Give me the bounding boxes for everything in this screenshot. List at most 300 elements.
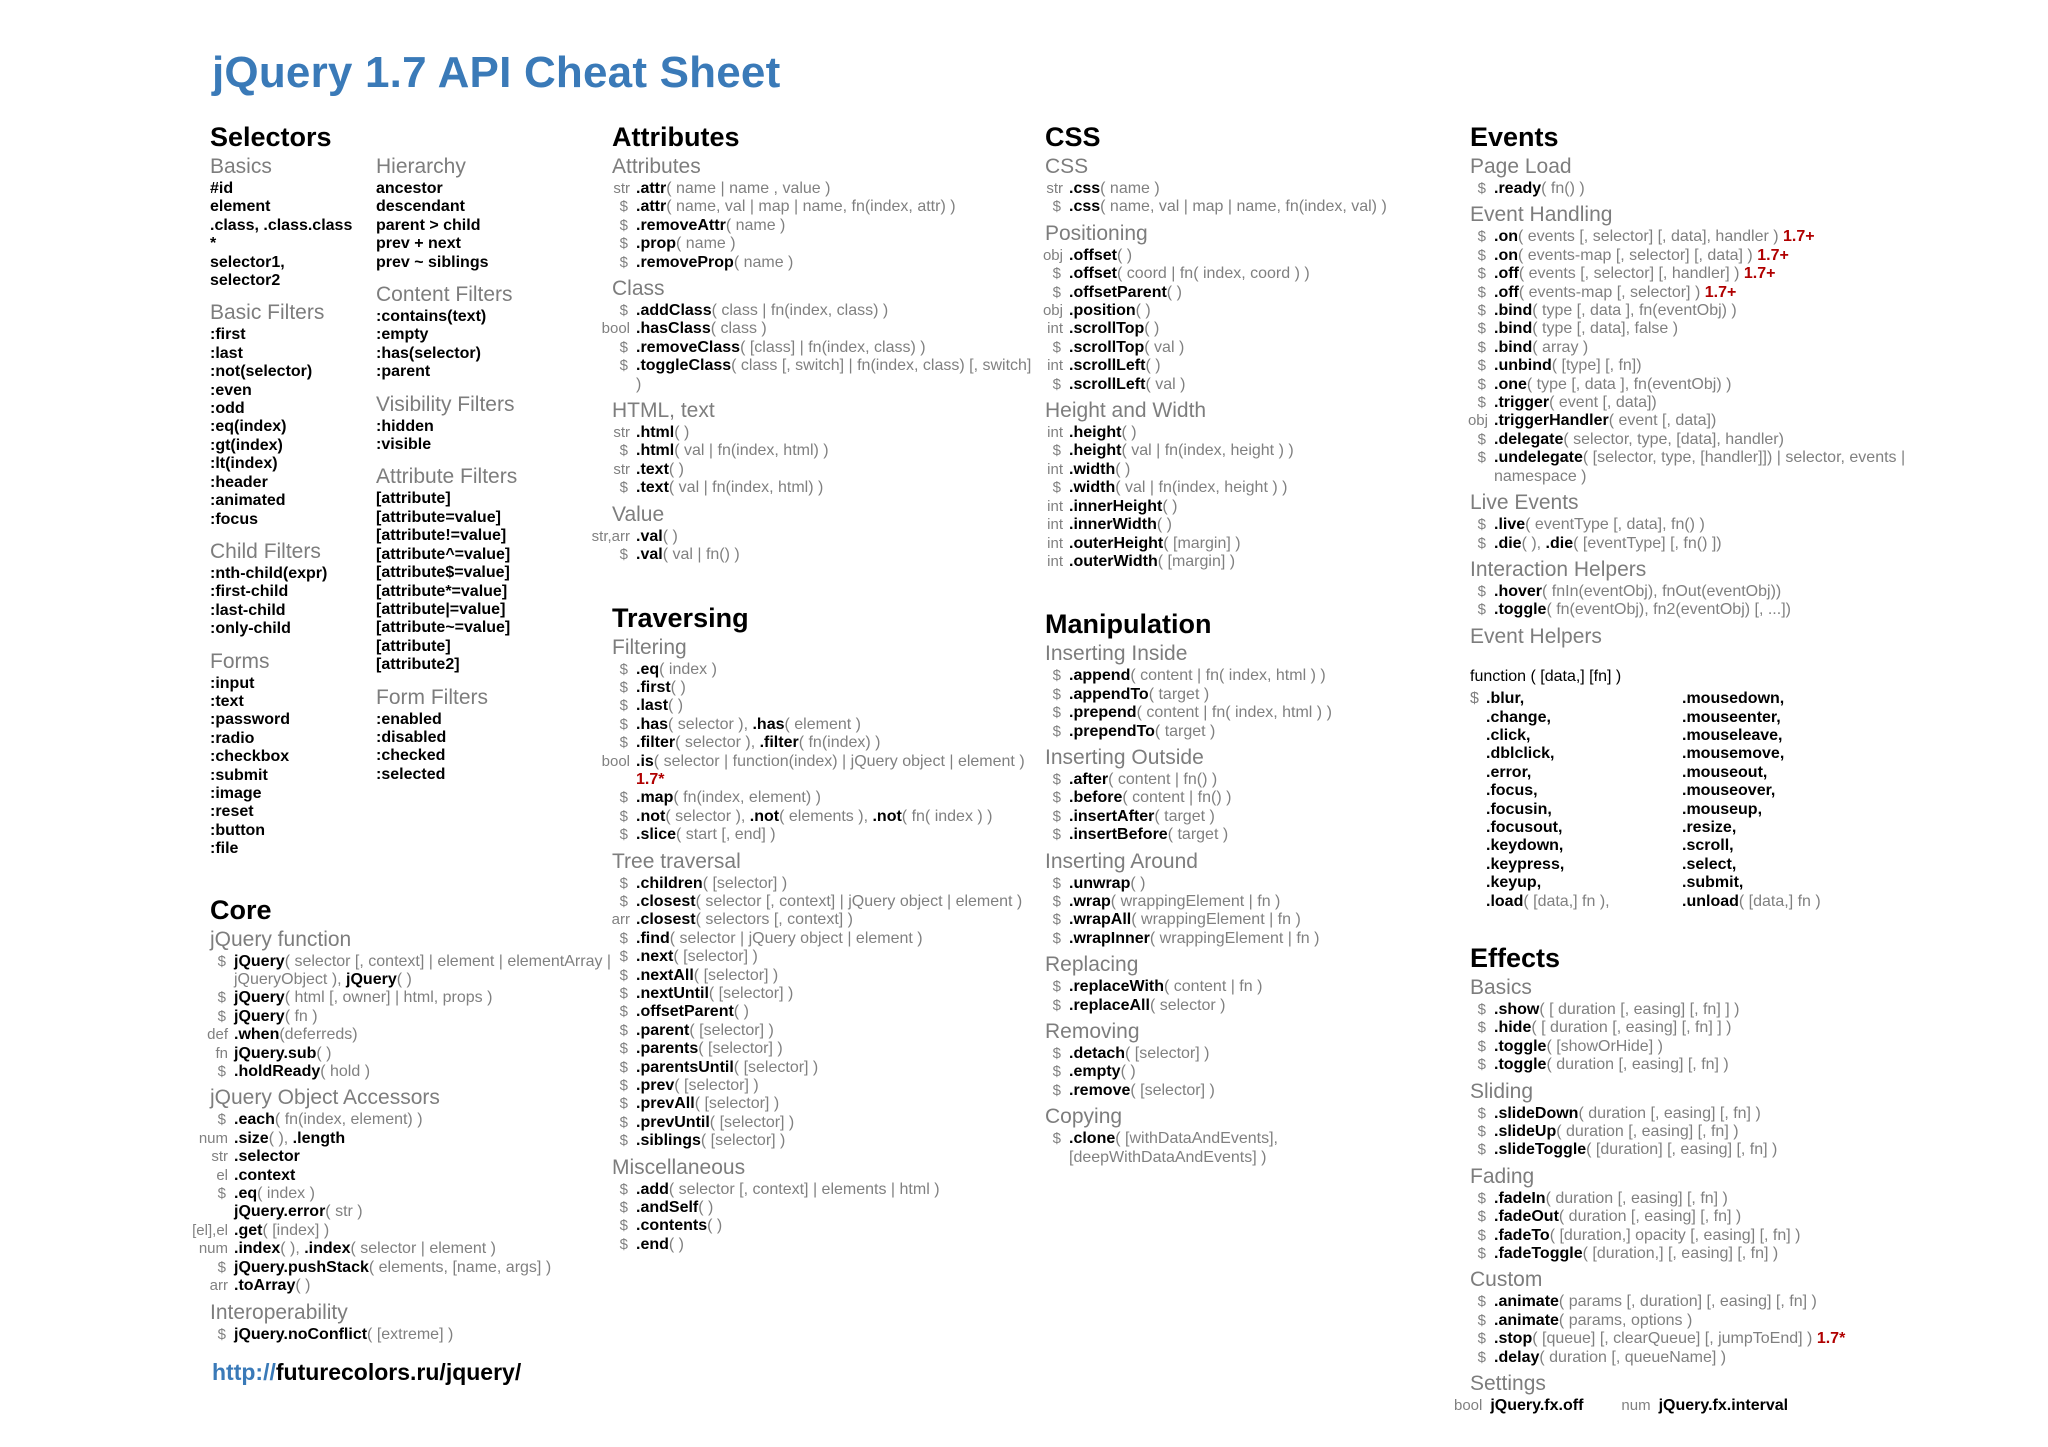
method-args: ( coord | fn( index, coord ) ) (1117, 265, 1310, 283)
return-type: $ (1052, 892, 1061, 910)
event-helper-name: .focusin, (1486, 800, 1552, 818)
selector-item: :first (210, 326, 246, 344)
api-row (1052, 338, 1465, 357)
selector-group-title: Visibility Filters (376, 392, 515, 416)
method-args: ( [ duration [, easing] [, fn] ] ) (1539, 1001, 1740, 1018)
return-type: $ (619, 1180, 628, 1198)
method-name: .detach (1069, 1045, 1126, 1062)
api-row (1052, 1045, 1465, 1063)
method-name: .parentsUntil (636, 1058, 734, 1076)
return-type: $ (1477, 1104, 1486, 1122)
method-args: ( [class] | fn(index, class) ) (740, 338, 926, 356)
method-name: .last (636, 697, 669, 715)
version-tag: 1.7+ (1757, 246, 1789, 264)
method-name: jQuery.noConflict (234, 1325, 368, 1343)
api-row (619, 216, 1032, 235)
api-row (1477, 1037, 1940, 1056)
api-row (1477, 1123, 1940, 1141)
method-args: ( duration [, easing] [, fn] ) (1558, 1208, 1742, 1226)
api-row (619, 874, 1032, 893)
return-type: obj (1042, 302, 1063, 320)
api-row (1477, 516, 1940, 534)
return-type: $ (1477, 1226, 1486, 1244)
method-args: ( duration [, queueName] ) (1539, 1348, 1727, 1366)
api-row (619, 1132, 1032, 1150)
api-row (1047, 460, 1465, 479)
method-args: ( ) (1130, 874, 1146, 892)
event-helper (1666, 690, 1862, 708)
method-name: .on (1494, 246, 1518, 264)
group-rows (1470, 1293, 1940, 1367)
method-args: ( ) (707, 1217, 723, 1235)
method-name: .first (636, 678, 671, 696)
settings-title: Settings (1470, 1372, 1546, 1396)
method-name: .on (1494, 228, 1518, 246)
group-title: Sliding (1470, 1079, 1534, 1103)
method-name: .map (636, 789, 674, 807)
return-type: $ (1477, 1245, 1486, 1263)
api-row (1477, 1348, 1940, 1367)
return-type: def (207, 1026, 228, 1044)
return-type: int (1047, 320, 1063, 338)
event-helper-name: .focus, (1486, 782, 1538, 800)
api-row (1477, 180, 1940, 198)
event-helper (1666, 709, 1862, 727)
method-name: .removeClass (636, 338, 741, 356)
method-name: .eq (636, 660, 660, 678)
api-row (1467, 412, 1940, 430)
event-helper (1666, 764, 1862, 782)
method-name: jQuery (341, 971, 397, 988)
method-args: ( ) (1145, 357, 1161, 375)
selector-list (210, 565, 376, 639)
method-args: ( selector ), (668, 715, 749, 733)
method-args: ( [selector] ) (702, 874, 788, 892)
method-args: ( content | fn() ) (1122, 789, 1232, 807)
selector-item: :disabled (376, 728, 447, 746)
return-type: $ (1477, 1019, 1486, 1037)
api-row (613, 460, 1032, 479)
css-column (1042, 120, 1465, 1167)
method-name: .nextUntil (636, 985, 709, 1002)
return-type: $ (1052, 911, 1061, 929)
selectors-column (192, 120, 620, 1344)
method-name: .is (636, 752, 654, 770)
api-row (619, 789, 1032, 807)
method-name: .ready (1494, 180, 1542, 197)
api-row (1477, 338, 1940, 357)
method-name: .height (1069, 442, 1122, 460)
method-name: .not (868, 807, 902, 825)
return-type: $ (1052, 978, 1061, 996)
method-name: .prevUntil (636, 1113, 710, 1131)
return-type: $ (619, 357, 628, 375)
selector-item: selector1, (210, 253, 285, 271)
method-args: (deferreds) (279, 1026, 358, 1044)
api-row (1042, 302, 1465, 320)
api-row (619, 235, 1032, 253)
event-helper (1470, 801, 1666, 819)
method-args: ( selector, type, [data], handler) (1563, 430, 1784, 448)
return-type: int (1047, 516, 1063, 534)
method-args: ( val ) (1144, 338, 1185, 356)
api-row (613, 424, 1032, 442)
method-args: ( [selector] ) (694, 1095, 780, 1113)
group-title: Page Load (1470, 155, 1572, 178)
method-name: .wrapInner (1069, 929, 1150, 947)
event-helpers-left (1470, 690, 1666, 911)
return-type: $ (1470, 690, 1479, 708)
api-row (1477, 1293, 1940, 1311)
api-row (1052, 892, 1465, 911)
return-type: $ (1052, 667, 1061, 685)
return-type: $ (1477, 228, 1486, 246)
return-type: $ (619, 1040, 628, 1058)
method-name: .find (636, 929, 670, 947)
group-title: Positioning (1045, 221, 1148, 245)
api-row (1477, 534, 1940, 553)
group-title: CSS (1045, 155, 1089, 178)
method-name: .toggle (1494, 1037, 1547, 1055)
return-type: $ (1477, 394, 1486, 412)
return-type: $ (1477, 601, 1486, 619)
api-row (619, 948, 1032, 966)
method-name: .children (636, 874, 703, 892)
method-args: ( ) (698, 1199, 714, 1217)
group-title: Inserting Around (1045, 849, 1198, 873)
return-type: $ (1477, 1311, 1486, 1329)
selector-list (210, 326, 376, 528)
event-helper (1666, 893, 1862, 911)
api-section (192, 927, 620, 1344)
method-args: ( ), (268, 1129, 289, 1147)
api-row (1052, 375, 1465, 394)
event-helper-name: .mouseout, (1682, 763, 1768, 781)
api-row (207, 1026, 620, 1044)
api-section (1467, 154, 1940, 620)
effects-section-title: Effects (1470, 943, 1561, 973)
event-helper (1666, 782, 1862, 800)
group-rows (1045, 667, 1465, 741)
event-helper (1470, 764, 1666, 782)
api-row (1047, 357, 1465, 375)
selector-group-title: Content Filters (376, 283, 513, 307)
api-row (1477, 228, 1940, 246)
api-row (1052, 978, 1465, 996)
group-rows (612, 875, 1032, 1151)
method-args: ( eventType [, data], fn() ) (1525, 516, 1705, 534)
selector-group (210, 649, 376, 859)
selector-item: :last-child (210, 601, 286, 619)
event-helper-name: .mousedown, (1682, 690, 1785, 708)
method-args: ( name | name , value ) (666, 180, 831, 197)
event-helper (1666, 837, 1862, 855)
method-args: ( events-map [, selector] ) (1518, 283, 1701, 301)
selector-item: ancestor (376, 180, 443, 197)
return-type: $ (619, 1217, 628, 1235)
method-name: .index (299, 1240, 351, 1258)
api-row (1047, 497, 1465, 516)
method-args: ( elements ), (779, 807, 869, 825)
method-args: ( [duration] [, easing] [, fn] ) (1586, 1141, 1778, 1159)
method-name: .not (636, 807, 666, 825)
method-args: ( type [, data ], fn(eventObj) ) (1526, 375, 1732, 393)
event-helper-name: .mouseover, (1682, 782, 1776, 800)
return-type: int (1047, 460, 1063, 478)
method-args: ( fn(index) ) (798, 734, 881, 752)
api-row (1052, 807, 1465, 826)
method-args: ( [selector] ) (673, 948, 758, 966)
version-tag: 1.7+ (1704, 283, 1737, 301)
method-name: .add (636, 1180, 669, 1198)
method-name: .toggle (1494, 601, 1547, 619)
method-args: ( ) (1144, 320, 1160, 338)
method-args: ( selector | function(index) | jQuery object | element ) (653, 752, 1025, 770)
method-args: ( [extreme] ) (367, 1325, 454, 1343)
method-name: .toArray (234, 1277, 296, 1295)
method-name: .eq (234, 1185, 258, 1203)
return-type: $ (1477, 1293, 1486, 1311)
return-type: $ (1477, 246, 1486, 264)
selector-item: :header (210, 473, 268, 491)
method-args: ( target ) (1167, 826, 1229, 844)
api-row (619, 929, 1032, 948)
return-type: $ (619, 198, 628, 216)
return-type: $ (1477, 516, 1486, 534)
return-type: obj (1467, 412, 1488, 430)
method-args: ( [margin] ) (1157, 552, 1236, 570)
method-name: .unwrap (1069, 874, 1131, 892)
method-name: .html (636, 424, 675, 442)
api-row (1052, 929, 1465, 948)
method-name: .offset (1069, 265, 1117, 283)
method-name: .each (234, 1111, 275, 1129)
return-type: $ (1477, 1037, 1486, 1055)
method-name: .fadeIn (1494, 1189, 1546, 1207)
api-row (619, 1180, 1032, 1199)
selector-item: parent > child (376, 216, 481, 234)
method-name: .fadeToggle (1494, 1245, 1583, 1263)
return-type: $ (619, 1058, 628, 1076)
method-name: .bind (1494, 302, 1533, 320)
selector-item: descendant (376, 198, 465, 216)
selector-item: :focus (210, 510, 258, 528)
method-args: ( [selector] ) (733, 1058, 819, 1076)
method-args: ( wrappingElement | fn ) (1110, 892, 1281, 910)
return-type: $ (1052, 442, 1061, 460)
method-name: .appendTo (1069, 685, 1149, 703)
selector-item: prev + next (376, 235, 461, 253)
return-type: $ (1477, 1123, 1486, 1141)
selector-group (376, 282, 606, 382)
selector-list (376, 308, 606, 382)
method-name: .length (288, 1129, 346, 1147)
return-type: $ (619, 1199, 628, 1217)
selector-item: :enabled (376, 710, 442, 728)
method-args: ( duration [, easing] [, fn] ) (1556, 1123, 1739, 1141)
return-type: bool (601, 752, 630, 770)
method-name: .scrollTop (1069, 338, 1145, 356)
api-row (1047, 516, 1465, 534)
method-args: ( selector [, context] | element | elementArray | jQueryObject ), (234, 952, 612, 988)
selector-group-title: Child Filters (210, 539, 321, 563)
footer-link-protocol: http:// (212, 1359, 276, 1385)
selector-item: [attribute$=value] (376, 564, 510, 582)
group-rows (1045, 1130, 1465, 1167)
event-helper (1470, 837, 1666, 855)
api-row (217, 1258, 620, 1277)
method-args: ( [eventType] [, fn() ]) (1573, 534, 1722, 552)
method-args: ( target ) (1148, 685, 1210, 703)
selector-group-title: Hierarchy (376, 155, 466, 178)
return-type: $ (1052, 265, 1061, 283)
method-name: .replaceAll (1069, 996, 1150, 1014)
api-row (217, 1007, 620, 1026)
api-row (1047, 552, 1465, 571)
api-row (619, 1235, 1032, 1254)
return-type: $ (1052, 375, 1061, 393)
group-rows (1470, 1190, 1940, 1264)
return-type: $ (1052, 283, 1061, 301)
api-row (619, 1040, 1032, 1058)
group-title: Miscellaneous (612, 1155, 746, 1179)
method-name: .offset (1069, 246, 1117, 264)
footer-link[interactable] (212, 1359, 521, 1386)
api-row (619, 1003, 1032, 1021)
method-name: .off (1494, 265, 1519, 283)
method-name: .animate (1494, 1311, 1559, 1329)
api-row (619, 442, 1032, 460)
api-row (1477, 582, 1940, 601)
method-name: jQuery.sub (234, 1044, 317, 1062)
selector-item: :parent (376, 363, 431, 381)
return-type: $ (619, 1003, 628, 1021)
api-row (234, 1203, 620, 1221)
group-rows (1470, 180, 1940, 198)
return-type: $ (619, 1095, 628, 1113)
footer-link-host: futurecolors.ru/jquery/ (275, 1359, 522, 1385)
return-type: $ (1477, 1330, 1486, 1348)
method-args: ( [selector] ) (689, 1021, 774, 1039)
method-args: ( [selector] ) (693, 966, 779, 984)
method-name: .append (1069, 667, 1131, 685)
return-type: $ (619, 929, 628, 947)
group-title: Replacing (1045, 953, 1139, 977)
method-args: ( ) (668, 1235, 684, 1253)
method-args: ( [ duration [, easing] [, fn] ] ) (1531, 1019, 1732, 1037)
method-name: .siblings (636, 1132, 701, 1150)
group-rows (207, 952, 620, 1082)
return-type: $ (619, 253, 628, 271)
method-args: ( val | fn(index, height ) ) (1115, 479, 1288, 497)
method-args: ( name ) (733, 253, 794, 271)
method-args: ( ) (1120, 1063, 1136, 1081)
api-row (1052, 667, 1465, 685)
method-name: .off (1494, 283, 1519, 301)
api-row (1477, 1189, 1940, 1208)
method-name: .hasClass (636, 320, 711, 338)
group-title: Event Handling (1470, 203, 1613, 227)
return-type: $ (1052, 1063, 1061, 1081)
api-row (1477, 1330, 1940, 1348)
method-args: ( fn ) (284, 1007, 318, 1025)
method-args: ( [queue] [, clearQueue] [, jumpToEnd] ) (1532, 1330, 1813, 1348)
event-helper-name: .resize, (1682, 818, 1737, 836)
api-row (1052, 265, 1465, 283)
api-row (619, 253, 1032, 272)
method-name: .scrollTop (1069, 320, 1145, 338)
setting-item (1621, 1397, 1788, 1415)
return-type: $ (217, 1111, 226, 1129)
method-args: ( fn(eventObj), fn2(eventObj) [, ...]) (1546, 601, 1791, 619)
method-args: ( [selector, type, [handler]]) | selector, events | namespace ) (1494, 449, 1906, 485)
selector-item: [attribute!=value] (376, 527, 507, 545)
method-name: .selector (234, 1148, 300, 1166)
method-name: .has (748, 715, 785, 733)
api-row (619, 1077, 1032, 1095)
return-type: obj (1042, 246, 1063, 264)
api-row (1052, 685, 1465, 704)
selector-list (376, 418, 606, 455)
selector-item: :not(selector) (210, 363, 313, 381)
method-args: ( ) (1166, 283, 1182, 301)
method-name: .addClass (636, 302, 712, 320)
return-type: num (198, 1240, 228, 1258)
return-type: int (1047, 424, 1063, 442)
method-name: .scrollLeft (1069, 357, 1146, 375)
events-column (1454, 120, 1940, 1416)
method-name: .slideUp (1494, 1123, 1557, 1141)
return-type: $ (1477, 1348, 1486, 1366)
group-title: Class (612, 277, 665, 301)
method-args: ( [selector] ) (1125, 1045, 1210, 1062)
api-row (611, 911, 1032, 929)
method-args: ( selector | element ) (350, 1240, 497, 1258)
method-name: jQuery.error (234, 1203, 326, 1221)
version-tag: 1.7* (1816, 1330, 1846, 1348)
group-title: Inserting Outside (1045, 745, 1204, 769)
group-rows (612, 1181, 1032, 1255)
return-type: $ (1052, 685, 1061, 703)
return-type: $ (619, 715, 628, 733)
return-type: $ (619, 1021, 628, 1039)
return-type: int (1047, 497, 1063, 515)
page-title: jQuery 1.7 API Cheat Sheet (212, 48, 781, 97)
return-type: $ (619, 1132, 628, 1150)
method-args: ( class ) (710, 320, 767, 338)
api-row (1052, 1063, 1465, 1081)
return-type: str (613, 460, 630, 478)
api-row (1052, 704, 1465, 722)
selector-item: [attribute|=value] (376, 600, 506, 618)
method-name: .html (636, 442, 675, 460)
event-helper-name: .load (1486, 892, 1524, 910)
method-name: .bind (1494, 338, 1533, 356)
api-row (619, 892, 1032, 911)
method-name: .slideDown (1494, 1104, 1579, 1122)
api-row (1477, 1311, 1940, 1330)
method-args: ( events [, selector] [, data], handler ) (1518, 228, 1779, 246)
return-type: $ (1477, 375, 1486, 393)
method-name: .width (1069, 479, 1116, 497)
event-helper (1666, 856, 1862, 874)
method-args: ( name, val | map | name, fn(index, val) ) (1100, 198, 1387, 216)
return-type: $ (619, 874, 628, 892)
method-args: ( fnIn(eventObj), fnOut(eventObj)) (1542, 582, 1782, 600)
method-args: ( selector ), (665, 807, 746, 825)
method-args: ( wrappingElement | fn ) (1149, 929, 1320, 947)
method-args: ( name, val | map | name, fn(index, attr) ) (666, 198, 956, 216)
